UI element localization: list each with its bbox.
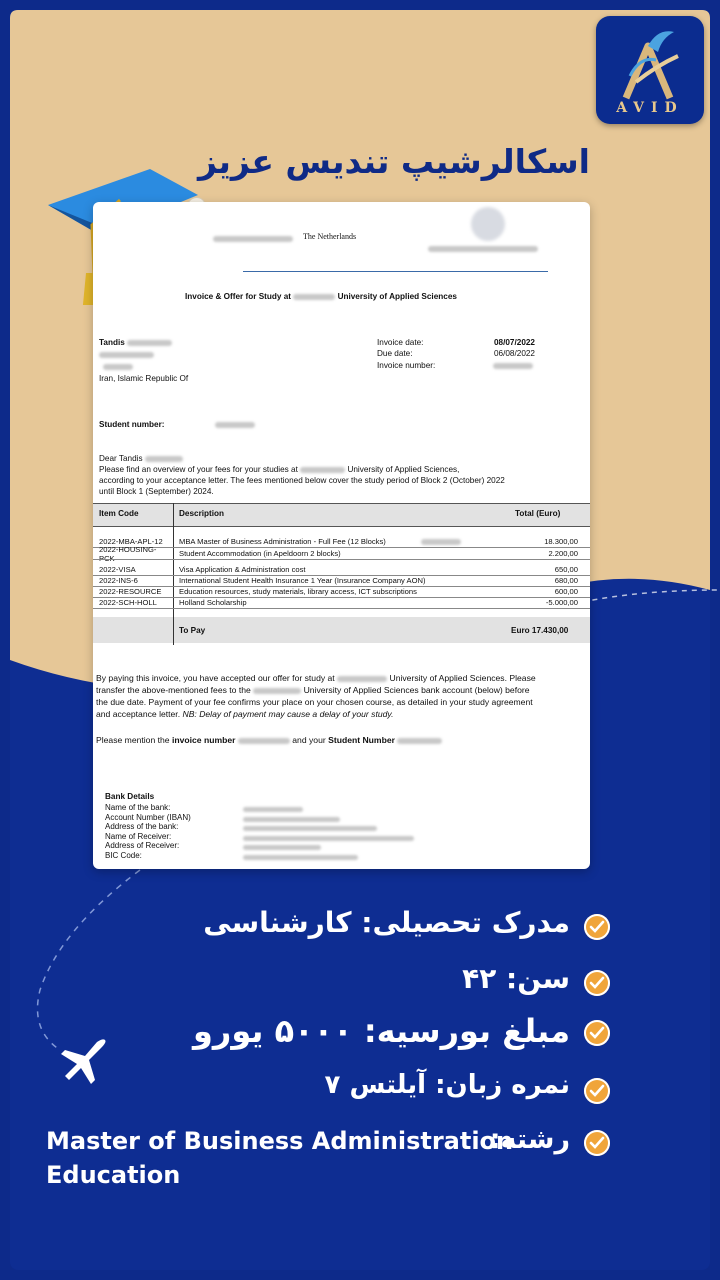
check-icon [584, 1130, 610, 1156]
table-row-rule [93, 608, 590, 609]
item-description: Student Accommodation (in Apeldoorn 2 blocks) [179, 549, 341, 558]
payment-line-1a: By paying this invoice, you have accepted our offer for study at [96, 673, 335, 683]
invoice-title [185, 292, 457, 303]
item-code: 2022-HOUSING- [99, 545, 157, 554]
bank-title: Bank Details [105, 792, 155, 801]
check-icon [584, 970, 610, 996]
brand-logo [596, 16, 704, 124]
due-date-label: Due date: [377, 349, 413, 358]
logo-text: AVID [616, 100, 684, 116]
item-description: Holland Scholarship [179, 598, 247, 607]
bank-label: Address of the bank: [105, 822, 179, 831]
intro-line-1a: Please find an overview of your fees for your studies at [99, 465, 298, 474]
field-value: Master of Business Administration Education [46, 1127, 514, 1189]
to-pay-label: To Pay [179, 626, 206, 635]
check-icon [584, 1078, 610, 1104]
table-row-rule [93, 597, 590, 598]
salutation: Dear Tandis [99, 454, 143, 463]
item-code: 2022-RESOURCE [99, 587, 162, 596]
bank-label: Name of Receiver: [105, 831, 172, 841]
bank-label: Name of the bank: [105, 803, 171, 812]
headline: اسکالرشیپ تندیس عزیز [197, 142, 590, 181]
check-icon [584, 914, 610, 940]
mention-d: Student Number [328, 735, 395, 745]
table-row-rule [93, 559, 590, 560]
intro-line-2: according to your acceptance letter. The fees mentioned below cover the study period of Block 2 (October) 2022 [99, 476, 505, 485]
item-total: 680,00 [554, 576, 578, 585]
item-code: 2022-MBA-APL-12 [99, 537, 163, 546]
university-seal [471, 207, 505, 241]
item-description: MBA Master of Business Administration - Full Fee (12 Blocks) [179, 537, 386, 546]
invoice-number-label: Invoice number: [377, 361, 436, 370]
col-total: Total (Euro) [515, 509, 561, 518]
recipient-country: Iran, Islamic Republic Of [99, 374, 189, 383]
invoice-date-value: 08/07/2022 [494, 338, 535, 347]
fact-item: مبلغ بورسیه: ۵۰۰۰ یورو [193, 1012, 570, 1050]
payment-line-3: the due date. Payment of your fee confirms your place on your chosen course, as detailed in your study agreement [96, 697, 533, 707]
field-label: رشته: [489, 1124, 570, 1155]
recipient-name: Tandis [99, 338, 125, 347]
invoice-country-header: The Netherlands [303, 232, 357, 241]
item-description: Education resources, study materials, library access, ICT subscriptions [179, 587, 417, 596]
invoice-date-label: Invoice date: [377, 338, 424, 347]
payment-line-4b: NB: Delay of payment may cause a delay of your study. [182, 709, 394, 719]
header-rule [243, 271, 548, 272]
payment-line-4a: and acceptance letter. [96, 709, 181, 719]
item-total: 18.300,00 [544, 537, 578, 546]
mention-a: Please mention the [96, 735, 170, 745]
item-total: 600,00 [554, 587, 578, 596]
item-total: 2.200,00 [548, 549, 578, 558]
fact-item: نمره زبان: آیلتس ۷ [324, 1070, 570, 1100]
col-item-code: Item Code [99, 509, 139, 518]
bank-label: Account Number (IBAN) [105, 812, 191, 822]
due-date-value: 06/08/2022 [494, 349, 535, 358]
student-number-label: Student number: [99, 420, 165, 429]
fact-item: سن: ۴۲ [462, 962, 570, 995]
invoice-title-suffix: University of Applied Sciences [337, 292, 457, 301]
to-pay-value: Euro 17.430,00 [511, 626, 569, 635]
item-code: 2022-INS-6 [99, 576, 138, 585]
bank-value-redacted [243, 853, 358, 864]
intro-line-3: until Block 1 (September) 2024. [99, 487, 214, 496]
item-total: -5.000,00 [545, 598, 578, 607]
item-total: 650,00 [554, 565, 578, 574]
fact-item: مدرک تحصیلی: کارشناسی [203, 906, 570, 939]
item-description: Visa Application & Administration cost [179, 565, 306, 574]
payment-line-1b: University of Applied Sciences. Please [389, 673, 536, 683]
bank-label: BIC Code: [105, 850, 142, 860]
item-code: 2022-VISA [99, 565, 136, 574]
airplane-icon [55, 1030, 111, 1086]
mention-b: invoice number [171, 735, 236, 745]
bank-label: Address of Receiver: [105, 841, 180, 850]
table-row-rule [93, 547, 590, 548]
item-description: International Student Health Insurance 1 Year (Insurance Company AON) [179, 576, 426, 585]
col-description: Description [179, 509, 225, 518]
payment-line-2b: University of Applied Sciences bank account (below) before [303, 685, 530, 695]
check-icon [584, 1020, 610, 1046]
mention-c: and your [292, 735, 326, 745]
intro-line-1b: University of Applied Sciences, [347, 465, 460, 474]
redaction [421, 539, 461, 545]
invoice-title-prefix: Invoice & Offer for Study at [185, 292, 291, 301]
invoice-document [93, 202, 590, 869]
item-code: 2022-SCH-HOLL [99, 598, 157, 607]
payment-line-2a: transfer the above-mentioned fees to the [96, 685, 251, 695]
